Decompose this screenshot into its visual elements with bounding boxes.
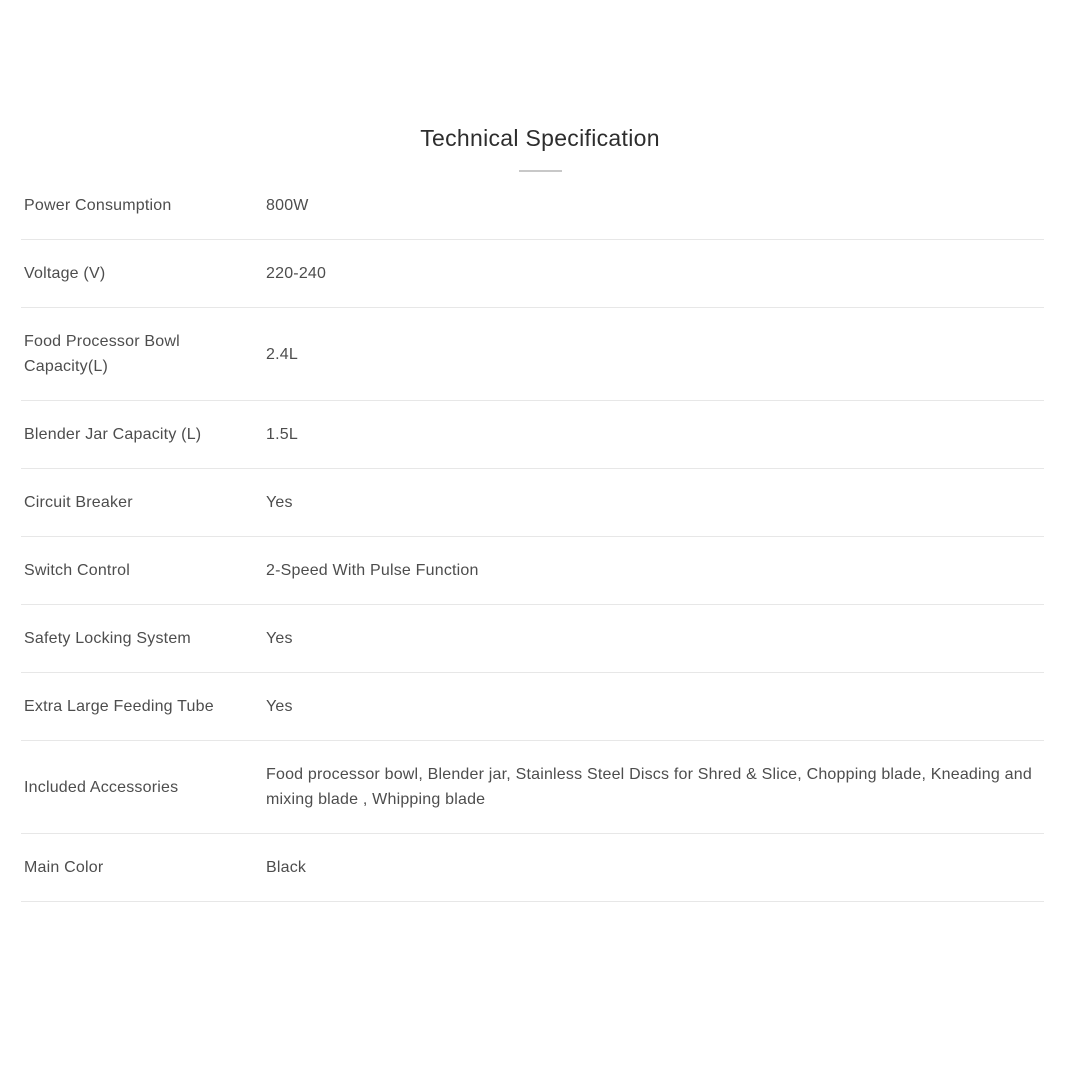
spec-value: Yes [266,698,293,715]
spec-value: Yes [266,494,293,511]
spec-table-row [21,605,1044,673]
page-header [0,0,1080,172]
spec-label: Extra Large Feeding Tube [24,698,214,715]
spec-value: 220-240 [266,265,327,282]
spec-value: Yes [266,630,293,647]
spec-label: Voltage (V) [24,265,106,282]
spec-label: Main Color [24,859,104,876]
spec-value: Food processor bowl, Blender jar, Stainless Steel Discs for Shred & Slice, Chopping blade, Kneading and mixing blade , Whipping blade [266,766,1032,808]
spec-value: 2-Speed With Pulse Function [266,562,479,579]
spec-label: Included Accessories [24,778,179,796]
spec-label: Safety Locking System [24,630,191,647]
spec-table-row [21,172,1044,240]
spec-table-row [21,741,1044,834]
spec-table-row [21,537,1044,605]
spec-label: Blender Jar Capacity (L) [24,426,202,443]
spec-table-row [21,240,1044,308]
spec-value: 1.5L [266,426,298,443]
spec-value: Black [266,859,307,876]
spec-label: Circuit Breaker [24,494,133,511]
spec-table-row [21,834,1044,902]
spec-label: Food Processor Bowl Capacity(L) [24,333,180,375]
spec-table-row [21,401,1044,469]
spec-label: Switch Control [24,562,130,579]
spec-table [21,172,1044,902]
spec-value: 2.4L [266,345,298,363]
page-title: Technical Specification [420,125,660,151]
spec-table-row [21,308,1044,401]
spec-table-row [21,469,1044,537]
spec-label: Power Consumption [24,197,172,214]
spec-value: 800W [266,197,309,214]
spec-table-row [21,673,1044,741]
